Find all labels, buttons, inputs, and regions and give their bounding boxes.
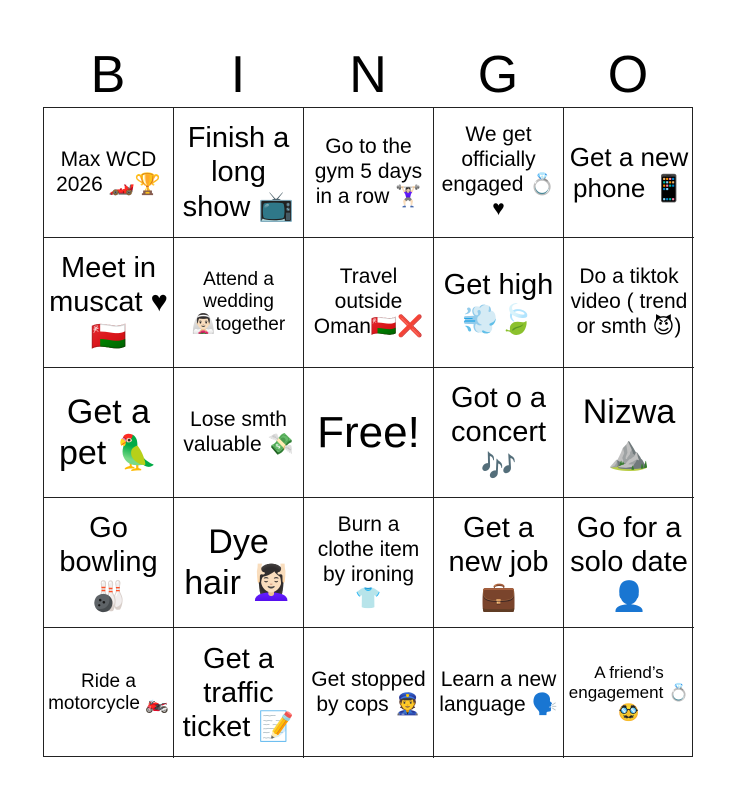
bingo-cell[interactable]: Got o a concert 🎶 (434, 368, 564, 498)
bingo-cell[interactable]: Go bowling 🎳 (44, 498, 174, 628)
bingo-header (43, 44, 693, 106)
bingo-cell[interactable]: Meet in muscat ♥🇴🇲 (44, 238, 174, 368)
bingo-cell[interactable]: Attend a wedding 👰🏻‍♂️together (174, 238, 304, 368)
bingo-cell[interactable]: Finish a long show 📺 (174, 108, 304, 238)
header-letter-i: I (230, 46, 246, 104)
bingo-cell[interactable]: Go for a solo date 👤 (564, 498, 694, 628)
bingo-cell[interactable]: Max WCD 2026 🏎️🏆 (44, 108, 174, 238)
bingo-grid (43, 107, 693, 757)
bingo-cell[interactable]: Burn a clothe item by ironing 👕 (304, 498, 434, 628)
header-letter-o: O (607, 46, 649, 104)
bingo-cell[interactable]: A friend’s engagement 💍 🥸 (568, 662, 690, 723)
bingo-cell[interactable]: Learn a new language 🗣️ (434, 628, 564, 758)
header-letter-n: N (349, 46, 387, 104)
bingo-cell[interactable]: Get stopped by cops 👮 (304, 628, 434, 758)
bingo-cell[interactable]: Lose smth valuable 💸 (174, 368, 304, 498)
bingo-cell[interactable]: Get a new phone 📱 (564, 108, 694, 238)
bingo-cell[interactable]: Ride a motorcycle 🏍️ (44, 628, 174, 758)
free-cell[interactable]: Free! (304, 368, 434, 498)
header-letter-g: G (477, 46, 519, 104)
bingo-cell[interactable]: Get high 💨🍃 (434, 238, 564, 368)
bingo-cell[interactable]: Do a tiktok video ( trend or smth 😈) (564, 238, 694, 368)
bingo-cell[interactable]: Nizwa ⛰️ (564, 368, 694, 498)
bingo-cell[interactable]: We get officially engaged 💍♥ (434, 108, 564, 238)
bingo-cell[interactable]: Travel outside Oman🇴🇲❌ (304, 238, 434, 368)
bingo-cell[interactable]: Get a pet 🦜 (44, 368, 174, 498)
bingo-cell[interactable]: Get a traffic ticket 📝 (174, 628, 304, 758)
bingo-cell[interactable]: Get a new job 💼 (434, 498, 564, 628)
header-letter-b: B (90, 46, 126, 104)
bingo-cell[interactable]: Dye hair 💆🏻‍♀️ (174, 498, 304, 628)
bingo-cell[interactable]: Go to the gym 5 days in a row 🏋🏻‍♀️ (304, 108, 434, 238)
